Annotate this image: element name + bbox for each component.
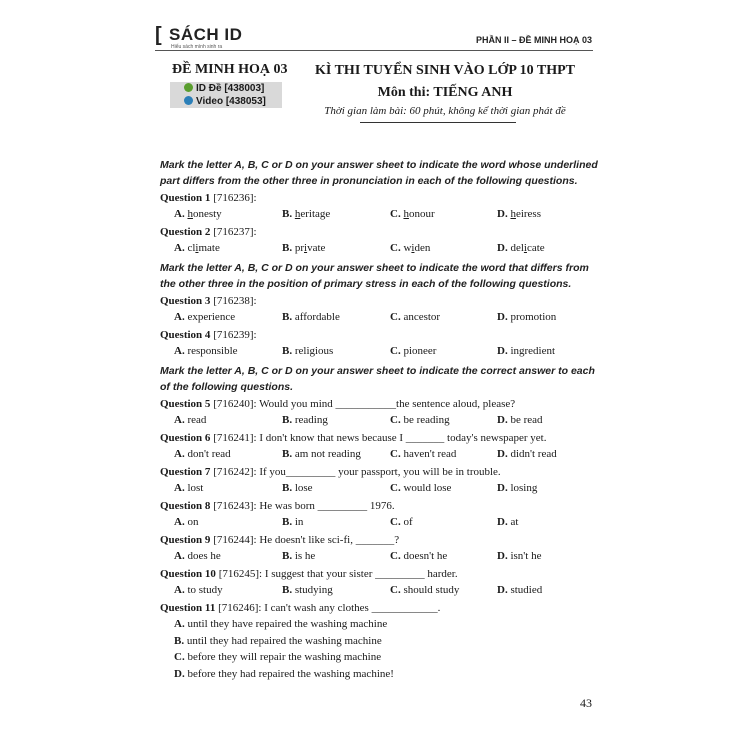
option-underlined-part: i — [411, 242, 415, 254]
answer-option[interactable] — [497, 240, 545, 257]
option-underlined-part: h — [403, 208, 409, 220]
option-text-pre: doesn't he — [403, 550, 448, 562]
question-stem — [160, 600, 600, 616]
title-divider — [360, 122, 516, 123]
option-text-pre: losing — [510, 482, 538, 494]
option-underlined-part: i — [523, 242, 527, 254]
question-stem — [160, 532, 600, 548]
answer-option[interactable] — [497, 480, 537, 497]
exam-code: ĐỀ MINH HOẠ 03 — [172, 62, 288, 77]
option-letter: B. — [282, 208, 293, 220]
options-row — [160, 446, 600, 463]
questions-content — [160, 157, 600, 682]
option-text-post: onour — [408, 208, 435, 220]
option-letter: D. — [497, 516, 508, 528]
option-letter: B. — [282, 516, 293, 528]
answer-option[interactable] — [390, 412, 450, 429]
answer-option[interactable] — [497, 446, 557, 463]
option-letter: B. — [282, 414, 293, 426]
options-row — [160, 309, 600, 326]
option-letter: A. — [174, 345, 185, 357]
answer-option[interactable] — [390, 343, 436, 360]
option-letter: B. — [282, 550, 293, 562]
answer-option[interactable] — [282, 548, 315, 565]
answer-option[interactable] — [282, 514, 303, 531]
question-text: [716244]: He doesn't like sci-fi, _______? — [210, 534, 400, 546]
option-text-post: onesty — [192, 208, 222, 220]
option-text-pre: read — [187, 414, 207, 426]
question-stem — [160, 293, 600, 309]
option-letter: D. — [497, 242, 508, 254]
question-text: [716242]: If you_________ your passport, you will be in trouble. — [210, 466, 501, 478]
answer-option[interactable] — [174, 206, 222, 223]
answer-option[interactable] — [160, 633, 600, 650]
option-text-pre: ancestor — [403, 311, 441, 323]
option-text-post: vate — [307, 242, 326, 254]
option-text-pre: responsible — [187, 345, 238, 357]
question-label: Question 8 — [160, 500, 211, 512]
answer-option[interactable] — [160, 649, 600, 666]
option-letter: D. — [497, 448, 508, 460]
book-icon: [ — [155, 24, 162, 46]
question-label: Question 6 — [160, 432, 211, 444]
option-letter: D. — [497, 311, 508, 323]
question-text: [716245]: I suggest that your sister _________ harder. — [215, 568, 458, 580]
answer-option[interactable] — [497, 343, 555, 360]
option-underlined-part: i — [195, 242, 199, 254]
option-text: before they had repaired the washing machine! — [187, 667, 394, 680]
answer-option[interactable] — [174, 446, 231, 463]
question-stem — [160, 430, 600, 446]
answer-option[interactable] — [390, 240, 430, 257]
answer-option[interactable] — [497, 412, 543, 429]
option-text-pre: does he — [187, 550, 221, 562]
option-letter: C. — [390, 448, 401, 460]
question-label: Question 3 — [160, 295, 211, 307]
question-text: [716236]: — [210, 192, 257, 204]
option-text-post: cate — [526, 242, 545, 254]
logo-tagline: Hiểu sách mình sinh ra — [171, 44, 223, 50]
option-text-pre: ingredient — [510, 345, 556, 357]
option-text-pre: don't read — [187, 448, 231, 460]
video-link[interactable] — [184, 96, 266, 108]
answer-option[interactable] — [390, 548, 447, 565]
options-row — [160, 548, 600, 565]
option-letter: D. — [497, 345, 508, 357]
answer-option[interactable] — [174, 309, 235, 326]
option-letter: C. — [390, 242, 401, 254]
option-text-post: mate — [198, 242, 220, 254]
answer-option[interactable] — [390, 480, 451, 497]
options-row — [160, 514, 600, 531]
question-label: Question 7 — [160, 466, 211, 478]
option-text-pre: didn't read — [510, 448, 557, 460]
answer-option[interactable] — [390, 446, 456, 463]
option-letter: C. — [390, 208, 401, 220]
option-letter: A. — [174, 482, 185, 494]
option-letter: A. — [174, 448, 185, 460]
option-letter: A. — [174, 242, 185, 254]
question-label: Question 5 — [160, 398, 211, 410]
exam-title-block — [300, 62, 590, 118]
option-underlined-part: i — [304, 242, 308, 254]
option-letter: A. — [174, 550, 185, 562]
option-text-pre: cl — [187, 242, 196, 254]
header-divider — [155, 50, 593, 51]
option-letter: D. — [174, 667, 185, 680]
options-row — [160, 343, 600, 360]
option-letter: C. — [390, 482, 401, 494]
options-row — [160, 206, 600, 223]
answer-option[interactable] — [174, 343, 238, 360]
option-text-pre: experience — [187, 311, 236, 323]
option-letter: D. — [497, 414, 508, 426]
answer-option[interactable] — [282, 480, 313, 497]
answer-option[interactable] — [497, 548, 541, 565]
option-text-pre: del — [510, 242, 524, 254]
section-header: PHẦN II – ĐỀ MINH HOẠ 03 — [475, 35, 592, 45]
option-letter: B. — [282, 311, 293, 323]
answer-option[interactable] — [282, 309, 340, 326]
option-letter: C. — [390, 345, 401, 357]
option-letter: C. — [390, 516, 401, 528]
id-box — [170, 82, 282, 108]
option-letter: A. — [174, 584, 185, 596]
option-text-pre: am not reading — [294, 448, 361, 460]
option-letter: B. — [282, 345, 293, 357]
question-stem — [160, 190, 600, 206]
question-stem — [160, 224, 600, 240]
option-text-pre: religious — [294, 345, 334, 357]
id-icon — [184, 83, 193, 92]
question-label: Question 2 — [160, 226, 211, 238]
option-letter: C. — [390, 414, 401, 426]
answer-option[interactable] — [390, 309, 440, 326]
option-letter: C. — [390, 311, 401, 323]
question-label: Question 11 — [160, 602, 216, 614]
answer-option[interactable] — [282, 582, 333, 599]
option-text-pre: studying — [294, 584, 333, 596]
answer-option[interactable] — [282, 240, 325, 257]
play-icon — [184, 96, 193, 105]
option-letter: B. — [282, 584, 293, 596]
option-text-pre: would lose — [403, 482, 452, 494]
option-letter: A. — [174, 311, 185, 323]
option-letter: D. — [497, 550, 508, 562]
option-letter: B. — [174, 634, 185, 647]
question-text: [716240]: Would you mind ___________the sentence aloud, please? — [210, 398, 516, 410]
exam-time: Thời gian làm bài: 60 phút, không kể thời gian phát đề — [324, 105, 566, 117]
answer-option[interactable] — [174, 514, 198, 531]
question-text: [716243]: He was born _________ 1976. — [210, 500, 395, 512]
option-letter: C. — [174, 651, 185, 663]
option-text-pre: promotion — [510, 311, 557, 323]
question-text: [716246]: I can't wash any clothes ____________. — [215, 602, 441, 614]
option-letter: D. — [497, 482, 508, 494]
answer-option[interactable] — [390, 206, 435, 223]
question-text: [716238]: — [210, 295, 257, 307]
question-label: Question 4 — [160, 329, 211, 341]
option-letter: C. — [390, 550, 401, 562]
option-text-pre: studied — [510, 584, 543, 596]
option-text-pre: be read — [510, 414, 543, 426]
option-underlined-part: h — [187, 208, 193, 220]
option-text-pre: is he — [294, 550, 316, 562]
answer-option[interactable] — [160, 666, 600, 683]
option-text: until they have repaired the washing machine — [187, 618, 388, 630]
answer-option[interactable] — [282, 343, 333, 360]
option-text-post: eiress — [515, 208, 541, 220]
options-row — [160, 480, 600, 497]
logo-text: SÁCH ID — [169, 25, 243, 44]
option-letter: A. — [174, 516, 185, 528]
answer-option[interactable] — [174, 480, 203, 497]
option-letter: B. — [282, 482, 293, 494]
question-text: [716237]: — [210, 226, 257, 238]
section-instruction: Mark the letter A, B, C or D on your answer sheet to indicate the word that differs from the other three in the position of primary stress in each of the following questions. — [160, 262, 589, 290]
options-row — [160, 412, 600, 429]
option-text-pre: should study — [403, 584, 460, 596]
option-text-pre: pr — [294, 242, 305, 254]
exam-id-label: ID Đề [438003] — [196, 83, 265, 94]
question-label: Question 9 — [160, 534, 211, 546]
option-text-pre: isn't he — [510, 550, 542, 562]
section-instruction: Mark the letter A, B, C or D on your answer sheet to indicate the correct answer to each of the following questions. — [160, 365, 595, 393]
answer-option[interactable] — [174, 548, 221, 565]
option-text-pre: to study — [187, 584, 223, 596]
option-text-pre: in — [294, 516, 304, 528]
option-letter: D. — [497, 584, 508, 596]
answer-option[interactable] — [282, 206, 330, 223]
answer-option[interactable] — [174, 412, 206, 429]
option-text: until they had repaired the washing machine — [186, 634, 382, 647]
answer-option[interactable] — [497, 514, 518, 531]
options-row — [160, 582, 600, 599]
question-stem — [160, 566, 600, 582]
section-instruction: Mark the letter A, B, C or D on your answer sheet to indicate the word whose underlined part differs from the other three in pronunciation in each of the following questions. — [160, 159, 598, 187]
option-text-pre: w — [403, 242, 412, 254]
answer-option[interactable] — [174, 582, 223, 599]
option-text-pre: affordable — [294, 311, 340, 323]
option-letter: A. — [174, 208, 185, 220]
answer-option[interactable] — [282, 446, 361, 463]
option-text-post: den — [414, 242, 431, 254]
option-letter: C. — [390, 584, 401, 596]
options-row — [160, 240, 600, 257]
exam-id-link[interactable] — [184, 83, 264, 95]
option-text-pre: pioneer — [403, 345, 437, 357]
question-stem — [160, 396, 600, 412]
question-text: [716239]: — [210, 329, 257, 341]
option-text-pre: haven't read — [403, 448, 457, 460]
option-underlined-part: h — [294, 208, 301, 220]
answer-option[interactable] — [282, 412, 328, 429]
answer-option[interactable] — [390, 582, 459, 599]
option-letter: B. — [282, 448, 293, 460]
option-text-pre: on — [187, 516, 199, 528]
question-text: [716241]: I don't know that news because I _______ today's newspaper yet. — [210, 432, 547, 444]
answer-option[interactable] — [174, 240, 220, 257]
option-letter: A. — [174, 618, 185, 630]
option-text-pre: at — [510, 516, 519, 528]
answer-option[interactable] — [497, 206, 541, 223]
option-underlined-part: h — [510, 208, 516, 220]
option-text-pre: of — [403, 516, 413, 528]
option-letter: B. — [282, 242, 293, 254]
option-letter: A. — [174, 414, 185, 426]
answer-option[interactable] — [390, 514, 413, 531]
option-text-pre: lost — [187, 482, 204, 494]
answer-option[interactable] — [497, 582, 542, 599]
answer-option[interactable] — [160, 616, 600, 633]
question-stem — [160, 464, 600, 480]
option-text-pre: be reading — [403, 414, 450, 426]
exam-title: KÌ THI TUYỂN SINH VÀO LỚP 10 THPT — [315, 63, 575, 78]
option-text-pre: lose — [294, 482, 313, 494]
question-stem — [160, 498, 600, 514]
question-label: Question 1 — [160, 192, 211, 204]
option-text-post: eritage — [300, 208, 331, 220]
page-number: 43 — [580, 696, 592, 710]
question-label: Question 10 — [160, 568, 216, 580]
option-letter: D. — [497, 208, 508, 220]
option-text: before they will repair the washing machine — [187, 651, 382, 663]
answer-option[interactable] — [497, 309, 556, 326]
option-text-pre: reading — [294, 414, 328, 426]
exam-subject: Môn thi: TIẾNG ANH — [377, 85, 513, 100]
question-stem — [160, 327, 600, 343]
video-label: Video [438053] — [196, 96, 266, 107]
sach-id-logo — [155, 24, 247, 50]
